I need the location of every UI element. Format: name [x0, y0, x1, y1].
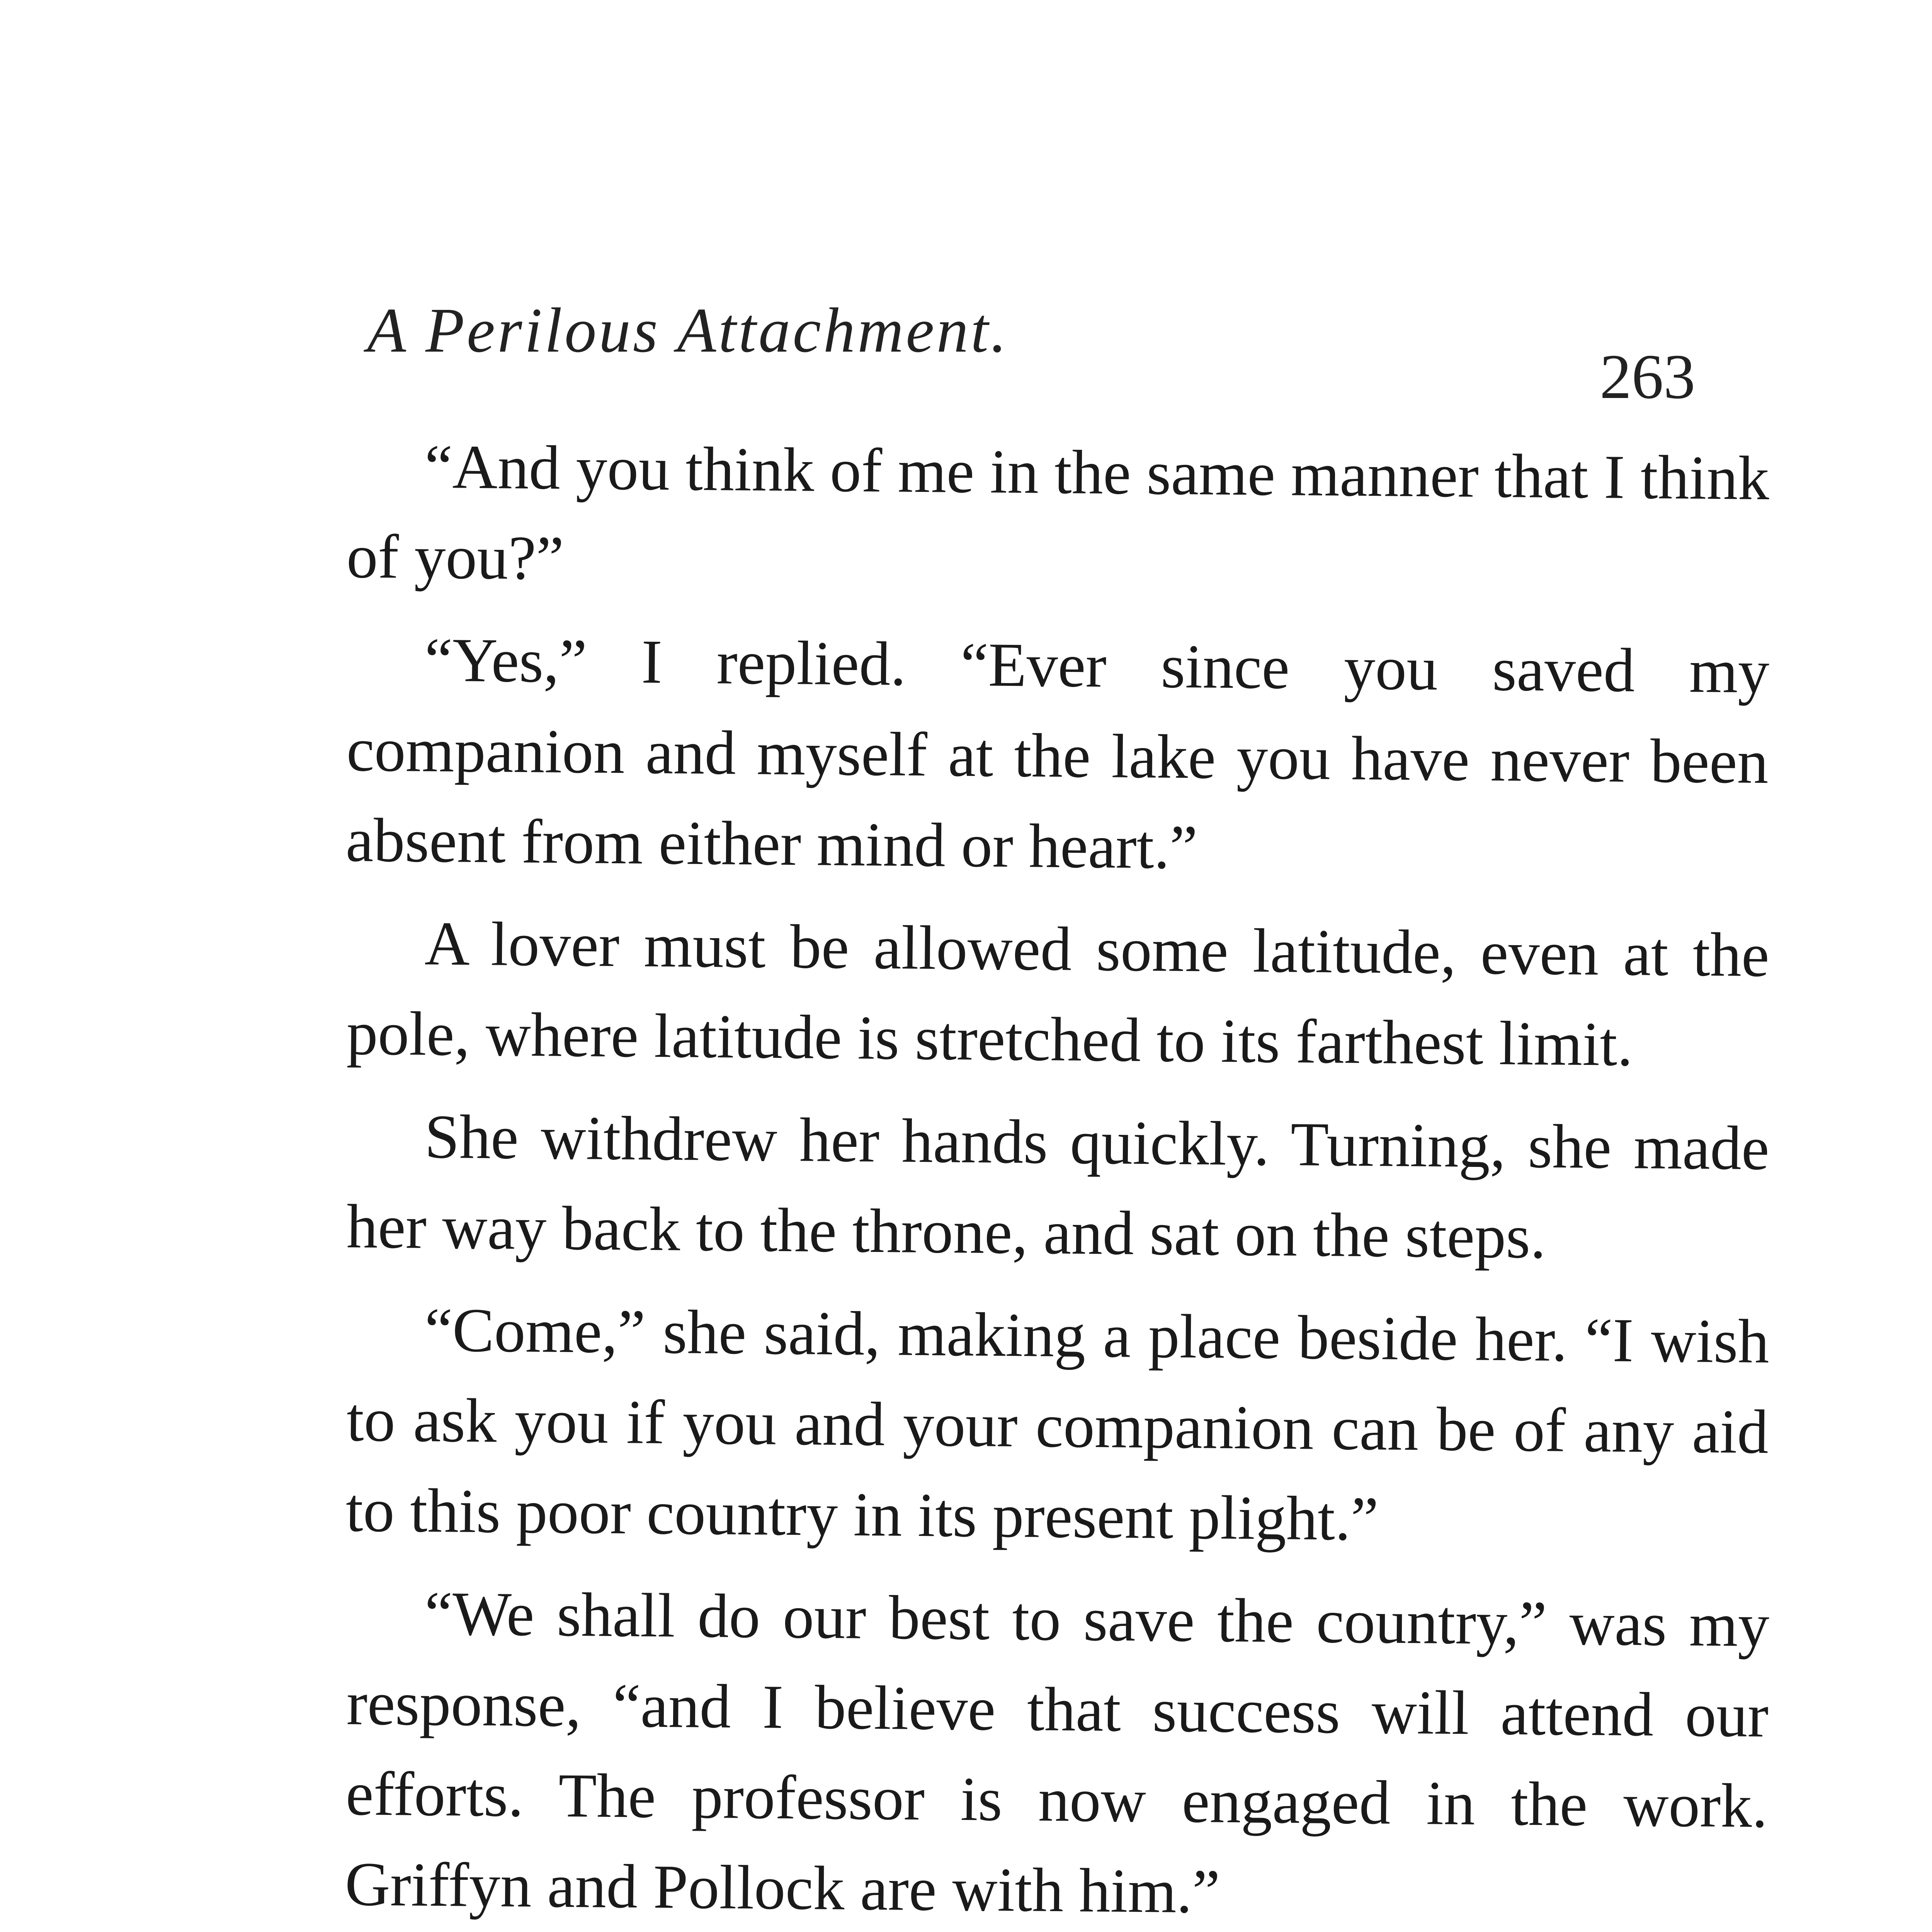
- page-number: 263: [1600, 341, 1696, 412]
- running-title: A Perilous Attachment.: [367, 295, 1009, 366]
- paragraph: “Yes,” I replied. “Ever since you saved my companion and myself at the lake you have never been absent from either mind or heart.”: [345, 625, 1770, 883]
- paragraph: She withdrew her hands quickly. Turning, she made her way back to the throne, and sat on the steps.: [346, 1102, 1770, 1272]
- paragraph: A lover must be allowed some latitude, even at the pole, where latitude is stretched to its farthest limit.: [346, 909, 1770, 1080]
- paragraph: “We shall do our best to save the country,” was my response, “and I believe that success will attend our efforts. The professor is now engaged in the work. Griffyn and Pollock are with him.”: [345, 1579, 1770, 1927]
- paragraph: “And you think of me in the same manner that I think of you?”: [346, 432, 1770, 593]
- paragraph: “Come,” she said, making a place beside her. “I wish to ask you if you and your companion can be of any aid to this poor country in its present plight.”: [345, 1295, 1770, 1554]
- body-text: [345, 421, 1770, 1932]
